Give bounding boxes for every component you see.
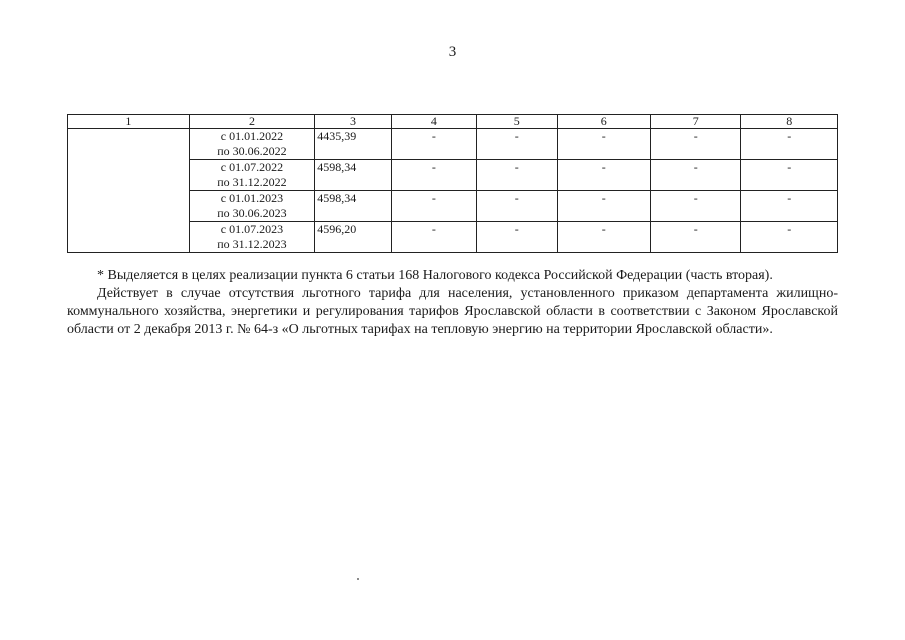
period-from: с 01.01.2022: [220, 129, 284, 143]
value-cell: -: [391, 191, 476, 222]
column-header: 1: [68, 115, 190, 129]
value-cell: -: [391, 160, 476, 191]
value-cell: -: [477, 222, 557, 253]
column-header: 8: [741, 115, 838, 129]
column-header: 3: [315, 115, 391, 129]
value-cell: -: [391, 129, 476, 160]
column-header: 4: [391, 115, 476, 129]
value-cell: -: [650, 129, 740, 160]
period-to: по 31.12.2023: [217, 237, 287, 251]
footnote-tariff-condition: Действует в случае отсутствия льготного тарифа для населения, установленного приказом департамента жилищно-коммунального хозяйства, энергетики и регулирования тарифов Ярославской области в соответствии с Законом Ярославской области от 2 декабря 2013 г. № 64-з «О льготных тарифах на тепловую энергию на территории Ярославской области».: [67, 286, 838, 337]
value-cell: -: [477, 191, 557, 222]
value-cell: -: [650, 222, 740, 253]
price-cell: 4598,34: [315, 160, 391, 191]
value-cell: -: [557, 191, 650, 222]
period-from: с 01.07.2023: [220, 222, 284, 236]
column-header: 5: [477, 115, 557, 129]
footnotes: [67, 267, 838, 339]
column-header: 2: [189, 115, 315, 129]
period-cell: [189, 222, 315, 253]
page-number: 3: [448, 44, 457, 60]
value-cell: -: [557, 129, 650, 160]
period-cell: [189, 191, 315, 222]
scan-speck: [357, 578, 359, 580]
period-from: с 01.01.2023: [220, 191, 284, 205]
period-from: с 01.07.2022: [220, 160, 284, 174]
column-header: 7: [650, 115, 740, 129]
value-cell: -: [741, 222, 838, 253]
price-cell: 4598,34: [315, 191, 391, 222]
table-header-row: [68, 115, 838, 129]
empty-category-cell: [68, 129, 190, 253]
period-to: по 30.06.2023: [217, 206, 287, 220]
table-row: [68, 129, 838, 160]
value-cell: -: [557, 160, 650, 191]
value-cell: -: [391, 222, 476, 253]
value-cell: -: [741, 160, 838, 191]
value-cell: -: [477, 160, 557, 191]
value-cell: -: [650, 191, 740, 222]
price-cell: 4435,39: [315, 129, 391, 160]
value-cell: -: [741, 129, 838, 160]
tariff-table: [67, 114, 838, 253]
period-cell: [189, 160, 315, 191]
price-cell: 4596,20: [315, 222, 391, 253]
value-cell: -: [741, 191, 838, 222]
value-cell: -: [650, 160, 740, 191]
period-to: по 30.06.2022: [217, 144, 287, 158]
footnote-vat: * Выделяется в целях реализации пункта 6 статьи 168 Налогового кодекса Российской Федерации (часть вторая).: [97, 268, 773, 283]
value-cell: -: [477, 129, 557, 160]
period-cell: [189, 129, 315, 160]
value-cell: -: [557, 222, 650, 253]
period-to: по 31.12.2022: [217, 175, 287, 189]
column-header: 6: [557, 115, 650, 129]
